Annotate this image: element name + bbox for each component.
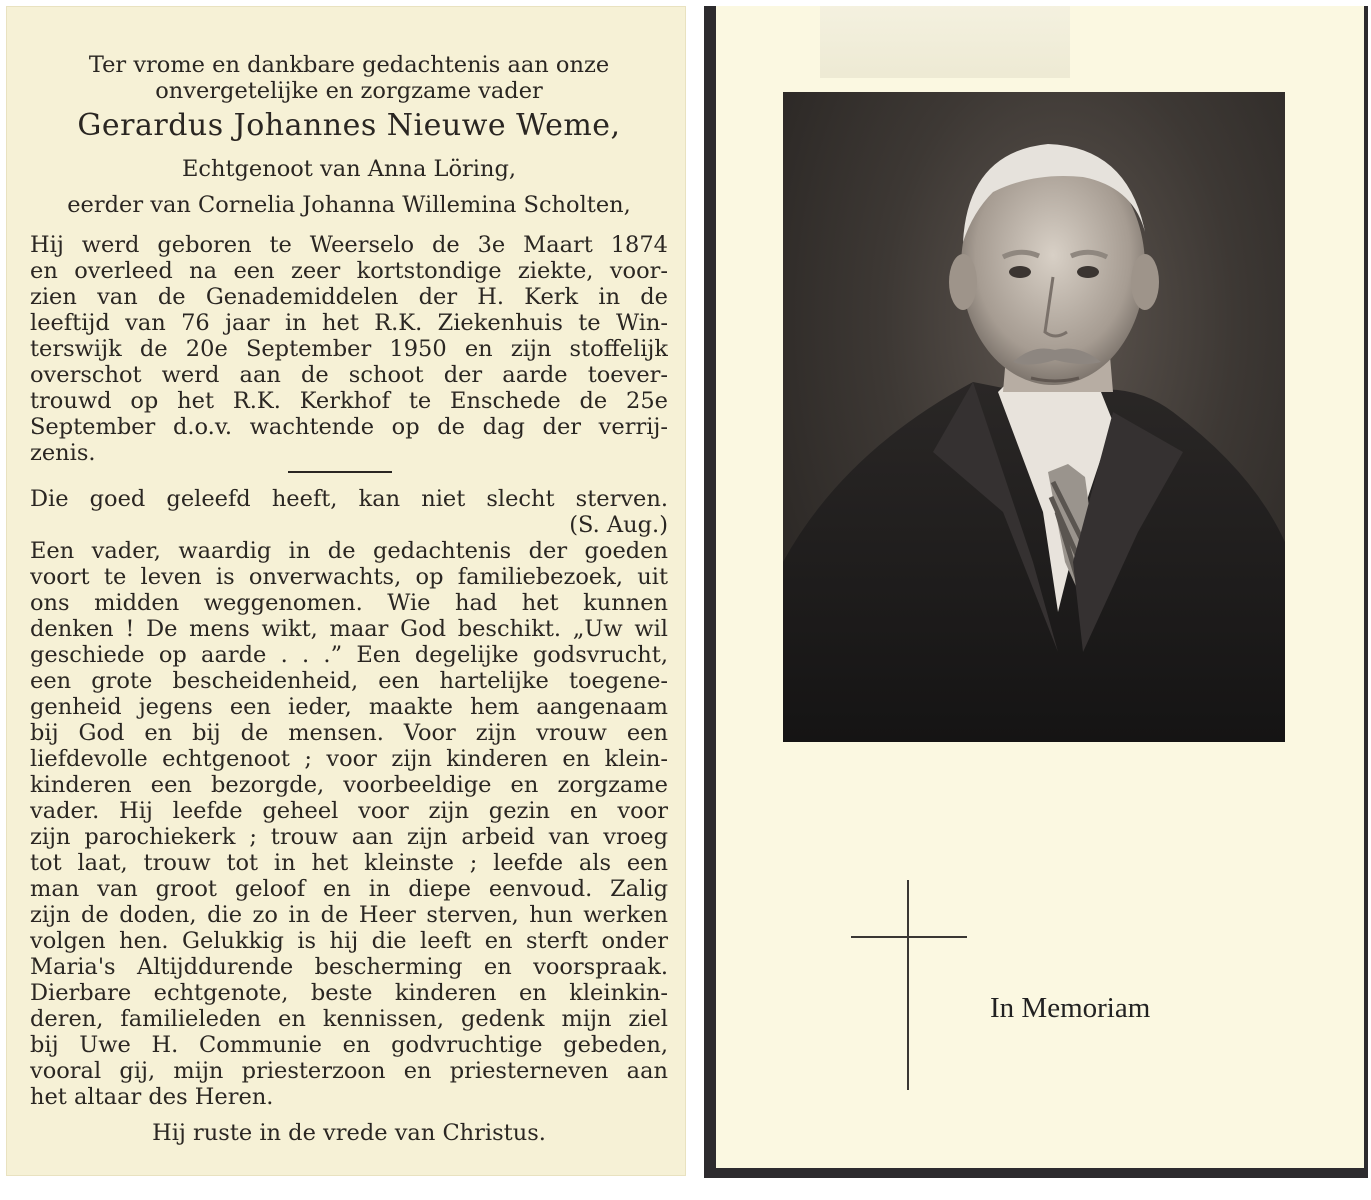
bio-line: terswijk de 20e September 1950 en zijn stoffelijk [30, 336, 668, 362]
portrait-figure [783, 92, 1285, 742]
body-line: Maria's Altijddurende bescherming en voorspraak. [30, 953, 668, 980]
body-line: ons midden weggenomen. Wie had het kunnen [30, 589, 668, 616]
body-line: volgen hen. Gelukkig is hij die leeft en sterft onder [30, 927, 668, 954]
spouse-line: eerder van Cornelia Johanna Willemina Scholten, [67, 192, 631, 218]
portrait-photo [783, 92, 1285, 742]
intro-line: onvergetelijke en zorgzame vader [155, 78, 543, 104]
body-line: voort te leven is onverwachts, op familiebezoek, uit [30, 563, 668, 590]
body-line: een grote bescheidenheid, een hartelijke toegene- [30, 667, 668, 694]
body-line: geschiede op aarde . . .” Een degelijke godsvrucht, [30, 641, 668, 668]
memorial-text [30, 52, 668, 1146]
body-line: vooral gij, mijn priesterzoon en priesterneven aan [30, 1057, 668, 1084]
body-line: denken ! De mens wikt, maar God beschikt. „Uw wil [30, 615, 668, 642]
body-line: Dierbare echtgenote, beste kinderen en kleinkin- [30, 979, 668, 1006]
in-memoriam-title: In Memoriam [990, 992, 1151, 1024]
cross-vertical [907, 880, 909, 1090]
tape-residue [820, 6, 1070, 78]
body-line: het altaar des Heren. [30, 1083, 274, 1110]
divider-rule [288, 471, 392, 473]
body-line: genheid jegens een ieder, maakte hem aangenaam [30, 693, 668, 720]
bio-line: zien van de Genademiddelen der H. Kerk in de [30, 284, 668, 310]
bio-line: Hij werd geboren te Weerselo de 3e Maart 1874 [30, 232, 668, 258]
bio-line: September d.o.v. wachtende op de dag der verrij- [30, 414, 668, 440]
quote: Die goed geleefd heeft, kan niet slecht sterven. [30, 485, 668, 512]
quote-source: (S. Aug.) [569, 511, 668, 538]
closing-line: Hij ruste in de vrede van Christus. [152, 1119, 546, 1146]
deceased-name: Gerardus Johannes Nieuwe Weme, [77, 108, 621, 143]
body-line: zijn parochiekerk ; trouw aan zijn arbeid van vroeg [30, 823, 668, 850]
cross-horizontal [851, 936, 967, 938]
body-line: bij God en bij de mensen. Voor zijn vrouw een [30, 719, 668, 746]
body-line: vader. Hij leefde geheel voor zijn gezin en voor [30, 797, 668, 824]
body-line: liefdevolle echtgenoot ; voor zijn kinderen en klein- [30, 745, 668, 772]
spouse-line: Echtgenoot van Anna Löring, [181, 156, 517, 182]
body-line: man van groot geloof en in diepe eenvoud. Zalig [30, 875, 668, 902]
body-line: bij Uwe H. Communie en godvruchtige gebeden, [30, 1031, 668, 1058]
intro-line: Ter vrome en dankbare gedachtenis aan onze [88, 52, 610, 78]
bio-line: overschot werd aan de schoot der aarde toever- [30, 362, 668, 388]
body-line: zijn de doden, die zo in de Heer sterven, hun werken [30, 901, 668, 928]
bio-line: leeftijd van 76 jaar in het R.K. Ziekenhuis te Win- [30, 310, 668, 336]
bio-line: en overleed na een zeer kortstondige ziekte, voor- [30, 258, 668, 284]
body-line: tot laat, trouw tot in het kleinste ; leefde als een [30, 849, 668, 876]
body-line: Een vader, waardig in de gedachtenis der goeden [30, 537, 668, 564]
body-line: deren, familieleden en kennissen, gedenk mijn ziel [30, 1005, 668, 1032]
bio-line: zenis. [30, 440, 96, 466]
body-line: kinderen een bezorgde, voorbeeldige en zorgzame [30, 771, 668, 798]
bio-line: trouwd op het R.K. Kerkhof te Enschede de 25e [30, 388, 668, 414]
